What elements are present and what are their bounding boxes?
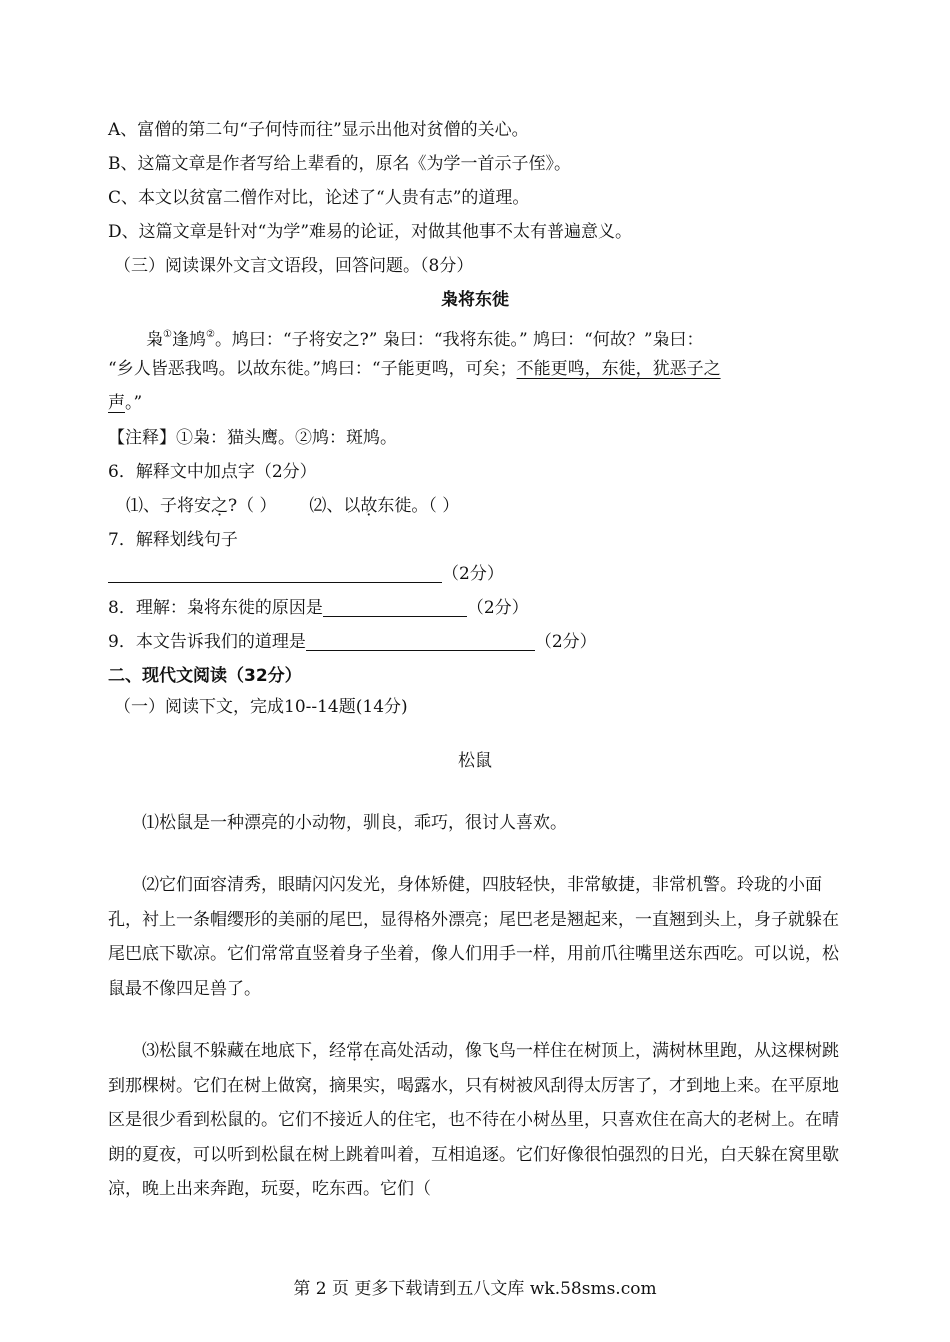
section3-heading: （三）阅读课外文言文语段，回答问题。（8分） — [114, 256, 474, 276]
essay-text: ⑶松鼠不躲藏在地底下， — [142, 1041, 329, 1061]
dotted-char: 之 — [211, 496, 228, 516]
part2-heading-score: 32 — [244, 666, 268, 686]
question-9-text: 9．本文告诉我们的道理是 — [108, 632, 306, 652]
passage-text: “乡人皆恶我鸣。以故东徙。”鸠曰：“子能更鸣，可矣； — [108, 359, 517, 379]
annotation — [108, 421, 842, 455]
passage-title: 枭将东徙 — [441, 290, 509, 310]
underlined-sentence: 声 — [108, 393, 125, 413]
q6-item-2: ⑵、以 — [309, 496, 361, 516]
answer-blank[interactable] — [323, 596, 467, 617]
passage-text: 枭 — [146, 330, 163, 350]
option-c: C、本文以贫富二僧作对比，论述了“人贵有志”的道理。 — [108, 188, 530, 208]
part2-heading-text: 分） — [267, 666, 302, 686]
question-7: 7．解释划线句子 — [108, 530, 238, 550]
dotted-char: 故 — [360, 496, 378, 516]
q6-item-2-blank: 东徙。（ ） — [377, 496, 460, 516]
passage-line-3 — [108, 386, 842, 420]
part2-subheading: （一）阅读下文，完成10--14题(14分) — [114, 697, 408, 717]
answer-blank[interactable] — [306, 630, 535, 651]
q6-item-1-blank: ?（ ） — [228, 496, 277, 516]
score: （2分） — [534, 632, 597, 652]
passage-text: 。鸠曰：“子将安之?” 枭曰：“我将东徙。” 鸠曰：“何故？”枭曰： — [214, 330, 704, 350]
dotted-char: 常 — [346, 1041, 363, 1061]
score: （2分） — [442, 564, 504, 584]
dotted-char: 经 — [329, 1041, 346, 1061]
answer-blank[interactable] — [108, 562, 442, 583]
part2-heading — [108, 659, 842, 693]
question-8-text: 8．理解：枭将东徙的原因是 — [108, 598, 323, 618]
essay-paragraph-3 — [108, 1034, 842, 1207]
essay-text: 在高处活动，像飞鸟一样住在树顶上，满树林里跑，从这棵树跳到那棵树。它们在树上做窝，摘果实，喝露水，只有树被风刮得太厉害了，才到地上来。在平原地区是很少看到松鼠的。它们不接近人的住宅，也不待在小树丛里，只喜欢住在高大的老树上。在晴朗的夏夜，可以听到松鼠在树上跳着叫着，互相追逐。它们好像很怕强烈的日光，白天躲在窝里歇凉，晚上出来奔跑，玩耍，吃东西。它们（ — [108, 1041, 839, 1199]
annotation-label: 【注释】 — [108, 428, 176, 448]
essay-paragraph-1: ⑴松鼠是一种漂亮的小动物，驯良，乖巧，很讨人喜欢。 — [142, 813, 567, 833]
option-d: D、这篇文章是针对“为学”难易的论证，对做其他事不太有普遍意义。 — [108, 222, 633, 242]
q6-item-1: ⑴、子将安 — [126, 496, 211, 516]
passage-line-2 — [108, 352, 842, 386]
essay-paragraph-2: ⑵它们面容清秀，眼睛闪闪发光，身体矫健，四肢轻快，非常敏捷，非常机警。玲珑的小面孔，衬上一条帽缨形的美丽的尾巴，显得格外漂亮；尾巴老是翘起来，一直翘到头上，身子就躲在尾巴底下歇凉。它们常常直竖着身子坐着，像人们用手一样，用前爪往嘴里送东西吃。可以说，松鼠最不像四足兽了。 — [108, 875, 839, 999]
passage-text: 逢鸠 — [171, 330, 206, 350]
underlined-sentence: 不能更鸣，东徙，犹恶子之 — [516, 359, 721, 379]
question-8 — [108, 591, 842, 625]
passage-text: 。” — [125, 393, 143, 413]
score: （2分） — [466, 598, 529, 618]
question-6-items — [126, 489, 842, 523]
page-footer: 第 2 页 更多下载请到五八文库 wk.58sms.com — [293, 1279, 657, 1299]
part2-heading-text: 二、现代文阅读（ — [108, 666, 244, 686]
question-7-answer — [108, 557, 842, 591]
footnote-ref: ② — [205, 329, 215, 340]
annotation-text: ①枭：猫头鹰。②鸠：斑鸠。 — [176, 428, 397, 448]
essay-title: 松鼠 — [458, 751, 492, 771]
footnote-ref: ① — [163, 329, 172, 340]
question-9 — [108, 625, 842, 659]
question-6: 6．解释文中加点字（2分） — [108, 462, 317, 482]
option-b: B、这篇文章是作者写给上辈看的，原名《为学一首示子侄》。 — [108, 154, 571, 174]
option-a: A、富僧的第二句“子何恃而往”显示出他对贫僧的关心。 — [108, 120, 529, 140]
